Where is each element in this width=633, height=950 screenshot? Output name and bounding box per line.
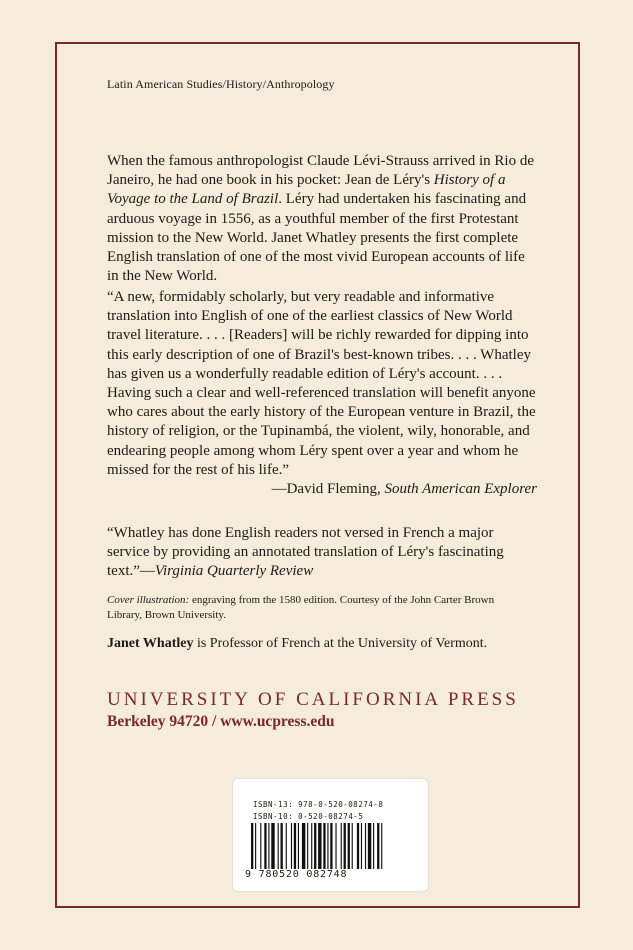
barcode-bar <box>335 823 336 869</box>
description-part-1: When the famous anthropologist Claude Lévi-Strauss arrived in Rio de Janeiro, he had one book in his pocket: Jean de Léry's <box>107 153 534 189</box>
barcode-digits: 9 780520 082748 <box>245 869 348 880</box>
barcode-bar <box>291 823 292 869</box>
barcode-bar <box>365 823 366 869</box>
barcode-bar <box>268 823 269 869</box>
cover-credit-label: Cover illustration: <box>107 594 190 606</box>
quote-1-reviewer: —David Fleming, <box>271 481 385 498</box>
barcode-panel <box>232 778 429 892</box>
cover-credit-text: engraving from the 1580 edition. Courtesy of the John Carter Brown Library, Brown University. <box>107 594 495 621</box>
barcode-bar <box>314 823 316 869</box>
isbn-13: ISBN-13: 978-0-520-08274-8 <box>253 800 384 809</box>
barcode-bar <box>323 823 325 869</box>
barcode-bar <box>352 823 353 869</box>
barcode-bar <box>318 823 321 869</box>
barcode-bar <box>348 823 350 869</box>
book-description <box>107 152 537 286</box>
barcode-bar <box>373 823 374 869</box>
barcode-bar <box>298 823 299 869</box>
isbn-10: ISBN-10: 0-520-08274-5 <box>253 812 364 821</box>
barcode-bar <box>307 823 308 869</box>
author-bio <box>107 636 537 652</box>
quote-1-source: South American Explorer <box>384 481 537 498</box>
description-part-2: . Léry had undertaken his fascinating and arduous voyage in 1556, as a youthful member of the first Protestant mission to the New World. Janet Whatley presents the first complete English translation of one of the most vivid European accounts of life in the New World. <box>107 191 527 285</box>
barcode-bar <box>264 823 266 869</box>
quote-2-source: Virginia Quarterly Review <box>154 563 314 580</box>
quote-1-text: “A new, formidably scholarly, but very readable and informative translation into English of one of the earliest classics of New World travel literature. . . . [Readers] will be richly rewarded for dipping into this early description of one of Brazil's best-known tribes. . . . Whatley has given us a wonderfully readable edition of Léry's account. . . . Having such a clear and well-referenced translation will benefit anyone who cares about the early history of the European venture in Brazil, the history of religion, or the Tupinambá, the violent, wily, honorable, and endearing people among whom Léry spent over a year and whom he missed for the rest of his life.” <box>107 289 536 478</box>
publisher-name: UNIVERSITY OF CALIFORNIA PRESS <box>107 689 519 710</box>
review-quote-1 <box>107 288 537 499</box>
review-quote-2 <box>107 524 537 582</box>
barcode-bar <box>251 823 253 869</box>
barcode-bar <box>327 823 328 869</box>
book-title: History of a Voyage to the Land of Brazil <box>107 172 506 208</box>
author-bio-text: is Professor of French at the University of Vermont. <box>193 636 488 651</box>
author-name: Janet Whatley <box>107 636 194 651</box>
quote-1-attribution <box>107 480 537 499</box>
barcode-bar <box>381 823 382 869</box>
barcode-bar <box>344 823 346 869</box>
barcode-bar <box>368 823 371 869</box>
barcode-bar <box>271 823 274 869</box>
barcode-bar <box>341 823 342 869</box>
barcode-bar <box>302 823 305 869</box>
barcode-bar <box>357 823 359 869</box>
barcode-bar <box>361 823 362 869</box>
barcode-bar <box>278 823 279 869</box>
cover-credit <box>107 593 527 623</box>
barcode-bar <box>330 823 332 869</box>
barcode-bar <box>286 823 287 869</box>
barcode-bar <box>294 823 296 869</box>
barcode-bar <box>255 823 256 869</box>
barcode-bar <box>260 823 261 869</box>
barcode-bar <box>281 823 283 869</box>
publisher-address: Berkeley 94720 / www.ucpress.edu <box>107 713 335 730</box>
quote-2-text: “Whatley has done English readers not versed in French a major service by providing an annotated translation of Léry's fascinating text.”— <box>107 525 504 580</box>
barcode-icon <box>251 823 411 869</box>
barcode-bar <box>377 823 379 869</box>
category-line: Latin American Studies/History/Anthropology <box>107 77 335 91</box>
barcode-bar <box>311 823 312 869</box>
